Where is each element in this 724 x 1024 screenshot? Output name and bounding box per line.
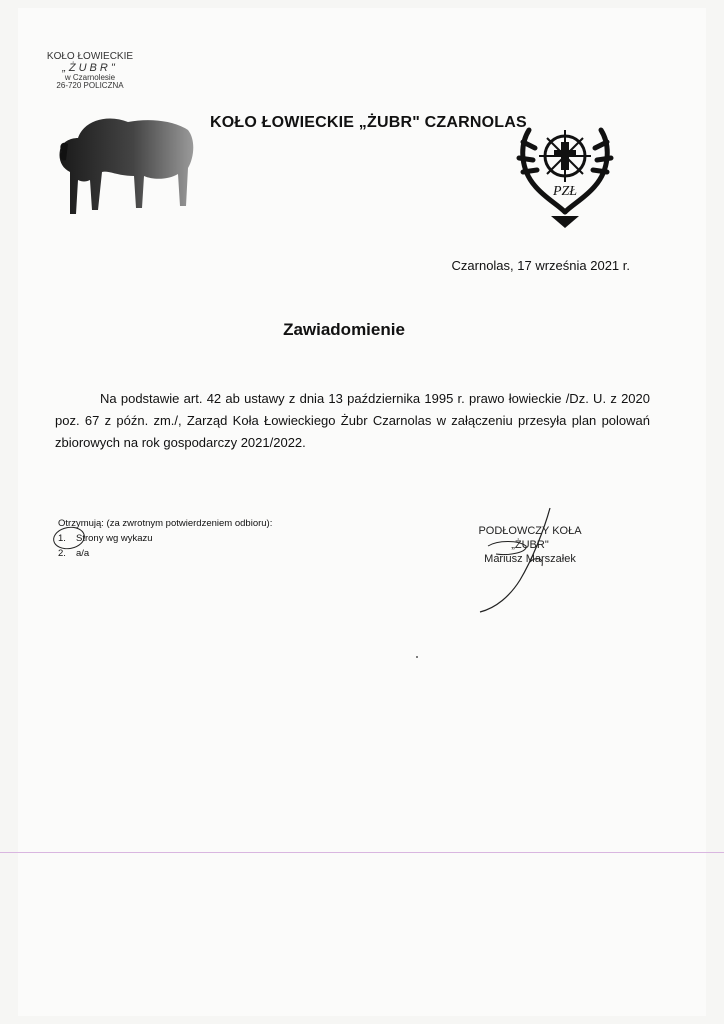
scan-speck	[416, 656, 418, 658]
organization-title: KOŁO ŁOWIECKIE „ŻUBR" CZARNOLAS	[210, 114, 527, 131]
list-item: 2. a/a	[58, 548, 90, 559]
signature-org: „ŻUBR"	[511, 539, 549, 551]
signature-name: Mariusz Marszałek	[484, 553, 576, 565]
stamp-line-4: 26-720 POLICZNA	[56, 81, 124, 91]
emblem-text: PZŁ	[552, 184, 578, 199]
body-paragraph: Na podstawie art. 42 ab ustawy z dnia 13 października 1995 r. prawo łowieckie /Dz. U. z 2020 poz. 67 z późn. zm./, Zarząd Koła Łowieckiego Żubr Czarnolas w załączeniu przesyła plan polowań zbiorowych na rok gospodarczy 2021/2022.	[55, 391, 650, 450]
document-heading: Zawiadomienie	[283, 320, 405, 339]
signature-title: PODŁOWCZY KOŁA	[478, 525, 582, 537]
recipients-label: Otrzymują: (za zwrotnym potwierdzeniem odbioru):	[58, 518, 273, 529]
stamp-line-1: KOŁO ŁOWIECKIE	[46, 51, 134, 62]
signature-block	[450, 524, 610, 566]
document-date: Czarnolas, 17 września 2021 r.	[451, 258, 630, 273]
scan-line	[0, 852, 724, 853]
recipients-block	[58, 516, 272, 561]
club-stamp	[40, 52, 140, 91]
pzl-emblem-icon	[505, 112, 625, 232]
stamp-line-3: w Czarnolesie	[64, 73, 116, 83]
recipients-list	[58, 531, 272, 561]
bison-logo-icon	[48, 110, 198, 220]
stamp-line-2: „ŻUBR"	[62, 61, 118, 74]
list-item: 1. Strony wg wykazu	[58, 533, 153, 544]
